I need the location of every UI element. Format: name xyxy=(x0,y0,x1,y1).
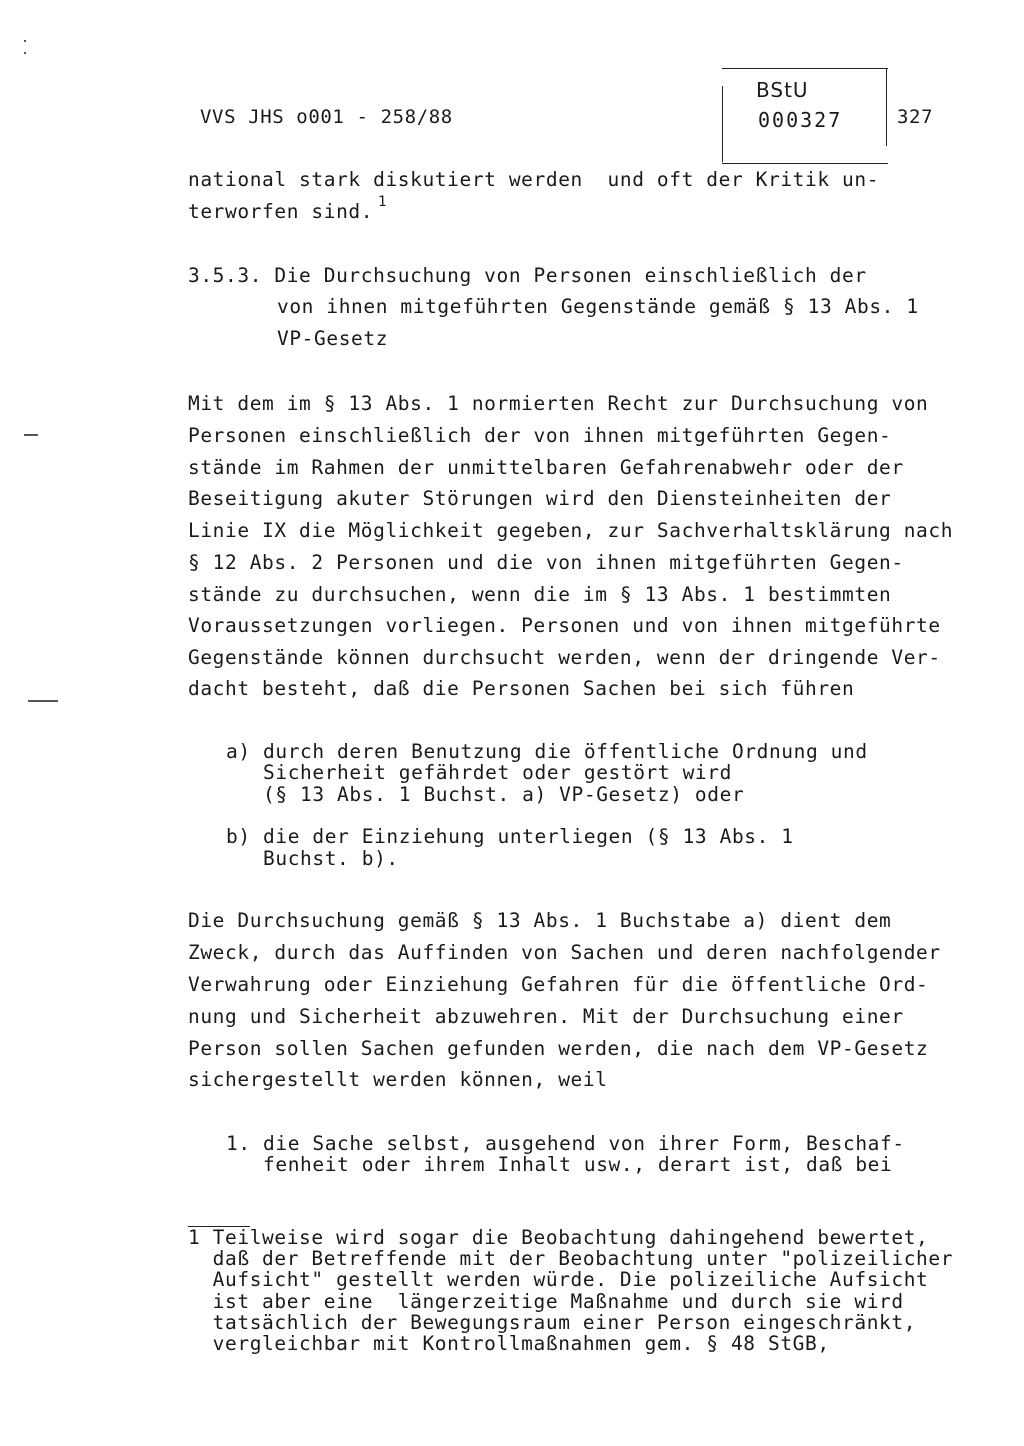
paragraph-line: Linie IX die Möglichkeit gegeben, zur Sachverhaltsklärung nach xyxy=(188,519,954,542)
section-heading: VP-Gesetz xyxy=(277,327,389,350)
paragraph-line: Person sollen Sachen gefunden werden, die nach dem VP-Gesetz xyxy=(188,1037,929,1060)
footnote-line: daß der Betreffende mit der Beobachtung unter "polizeilicher xyxy=(188,1247,954,1270)
footnote-line: vergleichbar mit Kontrollmaßnahmen gem. § 48 StGB, xyxy=(188,1332,830,1355)
list-item-b: Buchst. b). xyxy=(226,847,399,870)
list-item-a: a) durch deren Benutzung die öffentliche Ordnung und xyxy=(226,740,868,763)
paragraph-line: Gegenstände können durchsucht werden, wenn der dringende Ver- xyxy=(188,646,941,669)
section-heading: von ihnen mitgeführten Gegenstände gemäß § 13 Abs. 1 xyxy=(277,295,919,318)
footnote-marker: 1 xyxy=(378,194,387,210)
paragraph-line: § 12 Abs. 2 Personen und die von ihnen mitgeführten Gegen- xyxy=(188,551,904,574)
paragraph-line: Zweck, durch das Auffinden von Sachen und deren nachfolgender xyxy=(188,941,941,964)
footnote-line: ist aber eine längerzeitige Maßnahme und durch sie wird xyxy=(188,1290,904,1313)
paragraph-line: Beseitigung akuter Störungen wird den Diensteinheiten der xyxy=(188,487,892,510)
paragraph-line: Voraussetzungen vorliegen. Personen und von ihnen mitgeführte xyxy=(188,614,941,637)
stamp-border-left xyxy=(722,86,723,162)
paragraph-line: Mit dem im § 13 Abs. 1 normierten Recht zur Durchsuchung von xyxy=(188,392,929,415)
paragraph-line: dacht besteht, daß die Personen Sachen bei sich führen xyxy=(188,677,855,700)
paragraph-line: Die Durchsuchung gemäß § 13 Abs. 1 Buchstabe a) dient dem xyxy=(188,909,892,932)
margin-speck xyxy=(24,52,26,54)
continuation-line: terworfen sind. xyxy=(188,200,374,223)
page-number: 327 xyxy=(897,106,934,128)
list-item-b: b) die der Einziehung unterliegen (§ 13 Abs. 1 xyxy=(226,825,794,848)
paragraph-line: Personen einschließlich der von ihnen mitgeführten Gegen- xyxy=(188,424,892,447)
paragraph-line: stände im Rahmen der unmittelbaren Gefahrenabwehr oder der xyxy=(188,456,904,479)
stamp-label: BStU xyxy=(756,78,809,102)
margin-dash xyxy=(28,700,58,702)
paragraph-line: stände zu durchsuchen, wenn die im § 13 Abs. 1 bestimmten xyxy=(188,583,892,606)
list-item-a: (§ 13 Abs. 1 Buchst. a) VP-Gesetz) oder xyxy=(226,783,745,806)
list-item-1: fenheit oder ihrem Inhalt usw., derart ist, daß bei xyxy=(226,1153,893,1176)
continuation-line: national stark diskutiert werden und oft der Kritik un- xyxy=(188,168,880,191)
paragraph-line: sichergestellt werden können, weil xyxy=(188,1068,608,1091)
stamp-border-right xyxy=(886,68,887,146)
footnote-line: Aufsicht" gestellt werden würde. Die polizeiliche Aufsicht xyxy=(188,1268,929,1291)
margin-speck xyxy=(24,40,26,42)
document-reference: VVS JHS o001 - 258/88 xyxy=(200,106,453,128)
paragraph-line: nung und Sicherheit abzuwehren. Mit der Durchsuchung einer xyxy=(188,1005,904,1028)
paragraph-line: Verwahrung oder Einziehung Gefahren für die öffentliche Ord- xyxy=(188,973,929,996)
section-heading: 3.5.3. Die Durchsuchung von Personen einschließlich der xyxy=(188,264,867,287)
margin-dash xyxy=(24,434,38,436)
stamp-number: 000327 xyxy=(758,108,843,132)
list-item-a: Sicherheit gefährdet oder gestört wird xyxy=(226,761,732,784)
footnote-line: 1 Teilweise wird sogar die Beobachtung dahingehend bewertet, xyxy=(188,1226,929,1249)
list-item-1: 1. die Sache selbst, ausgehend von ihrer Form, Beschaf- xyxy=(226,1132,905,1155)
footnote-line: tatsächlich der Bewegungsraum einer Person eingeschränkt, xyxy=(188,1311,917,1334)
